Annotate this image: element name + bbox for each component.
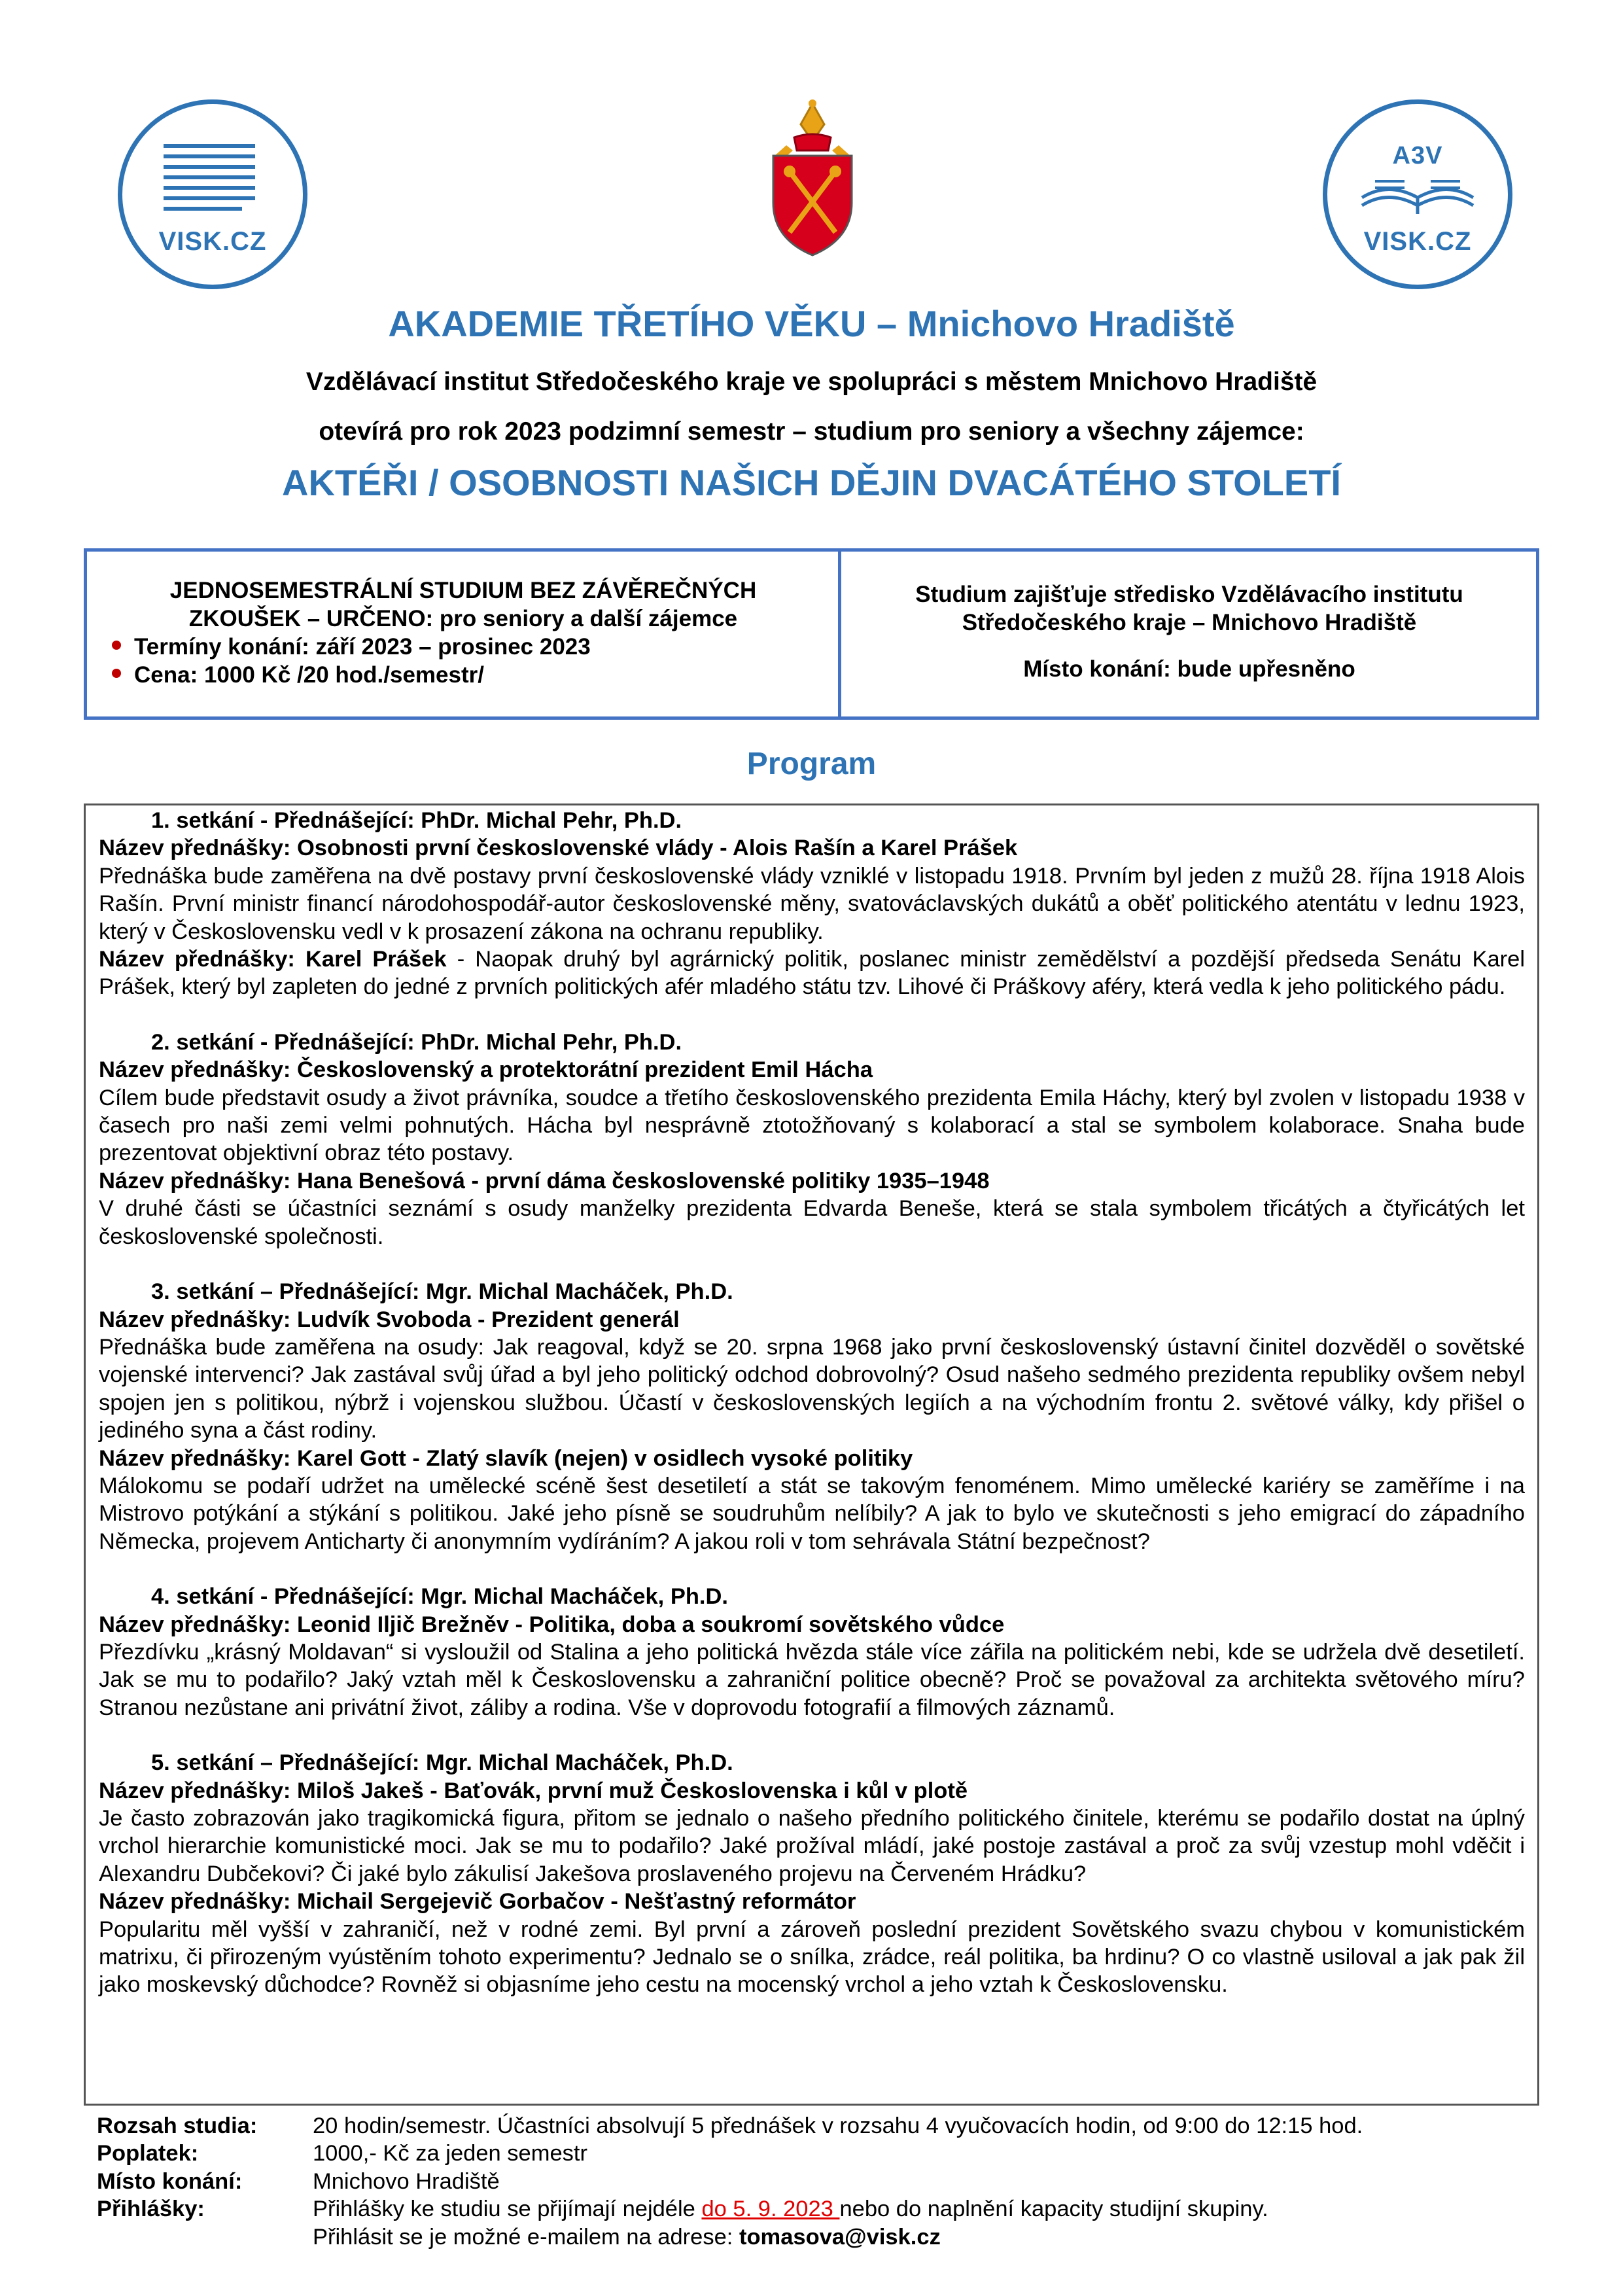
town-crest-icon: [760, 98, 865, 258]
footer-label: Přihlášky:: [97, 2197, 205, 2222]
footer-value: [313, 2223, 1536, 2251]
footer-label: Poplatek:: [97, 2141, 199, 2166]
bullet-item-terms: [100, 633, 826, 661]
lecture-text: Málokomu se podaří udržet na umělecké scéně šest desetiletí a stát se takovým fenoménem. Mimo umělecké kariéry se zaměříme i na Mistrovo potýkání a stýkání s politikou. Jaké jeho písně se soudruhům nelíbily? A jak to bylo ve skutečnosti s jeho emigrací do západního Německa, projevem Anticharty či anonymním vydíráním? A jakou roli v tom sehrávala Státní bezpečnost?: [99, 1473, 1525, 1554]
session-heading: 5. setkání – Přednášející: Mgr. Michal Macháček, Ph.D.: [151, 1750, 733, 1776]
session-heading: 2. setkání - Přednášející: PhDr. Michal Pehr, Ph.D.: [151, 1029, 682, 1055]
footer-value: [313, 2195, 1536, 2223]
program-heading: Program: [746, 747, 877, 781]
lecture-title: Název přednášky: Československý a protektorátní prezident Emil Hácha: [99, 1057, 873, 1083]
lecture-text: Přednáška bude zaměřena na osudy: Jak reagoval, když se 20. srpna 1968 jako první československý ústavní činitel dozvěděl o sovětské vojenské intervenci? Jak zastával svůj úřad a byl jeho politický odchod dobrovolný? Osud našeho sedmého prezidenta republiky ovšem nebyl spojen jen s politikou, nýbrž i vojenskou službou. Účastí v československých legiích a na východním frontu 2. světové války, kdy přišel o jediného syna a část rodiny.: [99, 1334, 1525, 1443]
footer-label: Rozsah studia:: [97, 2113, 258, 2138]
footer-row-poplatek: [97, 2140, 1536, 2167]
lecture-text: Popularitu měl vyšší v zahraničí, než v rodné zemi. Byl první a zároveň poslední prezident Sovětského svazu chybou v komunistickém matrixu, či přirozeným vyústěním tohoto experimentu? Jednalo se o snílka, zrádce, reál politika, ba hrdinu? O co vlastně usiloval a jak pak žil jako moskevský důchodce? Rovněž si objasníme jeho cestu na mocenský vrchol a jeho vztah k Československu.: [99, 1916, 1525, 1998]
footer-value: 1000,- Kč za jeden semestr: [313, 2141, 587, 2166]
info-right-line3: Místo konání: bude upřesněno: [1023, 656, 1355, 682]
bullet-text: Cena: 1000 Kč /20 hod./semestr/: [134, 662, 484, 688]
a3v-logo-right: [1323, 99, 1512, 289]
session-heading: 3. setkání – Přednášející: Mgr. Michal Macháček, Ph.D.: [151, 1279, 733, 1305]
bullet-icon: [112, 669, 121, 678]
lecture-text: V druhé části se účastníci seznámí s osudy manželky prezidenta Edvarda Beneše, která se stala symbolem třicátých a čtyřicátých let československé společnosti.: [99, 1196, 1525, 1249]
document-lines-icon: [118, 99, 307, 289]
lecture-text: Přezdívku „krásný Moldavan“ si vysloužil od Stalina a jeho politická hvězda stále více zářila na politickém nebi, kde se udržela dvě desetiletí. Jak se mu to podařilo? Jaký vztah měl k Československu a zahraniční politice obecně? Proč se považoval za architekta světového míru? Stranou nezůstane ani privátní život, záliby a rodina. Vše v doprovodu fotografií a filmových záznamů.: [99, 1639, 1525, 1720]
visk-logo-left: [118, 99, 307, 289]
deadline-date: do 5. 9. 2023: [701, 2197, 840, 2222]
lecture-title: Název přednášky: Leonid Iljič Brežněv - Politika, doba a soukromí sovětského vůdce: [99, 1612, 1005, 1637]
lecture-title: Název přednášky: Hana Benešová - první dáma československé politiky 1935–1948: [99, 1168, 990, 1193]
info-left-line1: JEDNOSEMESTRÁLNÍ STUDIUM BEZ ZÁVĚREČNÝCH: [169, 578, 757, 603]
lecture-title: Název přednášky: Karel Prášek: [99, 947, 447, 972]
lecture-title: Název přednášky: Ludvík Svoboda - Prezident generál: [99, 1307, 680, 1332]
open-book-icon: [1323, 99, 1512, 289]
a3v-logo-text: VISK.CZ: [1363, 227, 1472, 256]
session-1: [99, 807, 1525, 1001]
info-box: [84, 548, 1539, 720]
session-heading: 1. setkání - Přednášející: PhDr. Michal Pehr, Ph.D.: [151, 808, 682, 833]
page-title: AKADEMIE TŘETÍHO VĚKU – Mnichovo Hradiště: [388, 303, 1235, 344]
program-content: [99, 807, 1525, 1999]
lecture-title: Název přednášky: Karel Gott - Zlatý slavík (nejen) v osidlech vysoké politiky: [99, 1445, 913, 1471]
a3v-logo-label: A3V: [1392, 142, 1443, 169]
footer-row-prihlasky: [97, 2195, 1536, 2223]
prihlasky-text-end: nebo do naplnění kapacity studijní skupiny.: [839, 2197, 1268, 2222]
info-right-line1: Studium zajišťuje středisko Vzdělávacího institutu: [915, 582, 1463, 607]
lecture-text: Cílem bude představit osudy a život právníka, soudce a třetího československého prezidenta Emila Háchy, který byl zvolen v listopadu 1938 v časech pro naši zemi velmi pohnutých. Hácha byl nesprávně ztotožňovaný s kolaborací a stal se symbolem kolaborace. Snaha bude prezentovat objektivní obraz této postavy.: [99, 1085, 1525, 1166]
lecture-text: Je často zobrazován jako tragikomická figura, přitom se jednalo o našeho předního politického činitele, kterému se podařilo dostat na úplný vrchol hierarchie komunistické moci. Jak se mu to podařilo? Jaké prožíval mládí, jaké postoje zastával a proč za svůj vzestup mohl vděčit i Alexandru Dubčekovi? Či jaké bylo zákulisí Jakešova proslaveného projevu na Červeném Hrádku?: [99, 1806, 1525, 1886]
lecture-text: Přednáška bude zaměřena na dvě postavy první československé vlády vzniklé v listopadu 1918. Prvním byl jeden z mužů 28. října 1918 Alois Rašín. První ministr financí národohospodář-autor československé měny, svatováclavských dukátů a oběť politického atentátu v lednu 1923, který v Československu vedl v k prosazení zákona na ochranu republiky.: [99, 863, 1525, 944]
lecture-title: Název přednášky: Miloš Jakeš - Baťovák, první muž Československa i kůl v plotě: [99, 1778, 968, 1803]
session-heading: 4. setkání - Přednášející: Mgr. Michal Macháček, Ph.D.: [151, 1584, 728, 1610]
email-link[interactable]: tomasova@visk.cz: [739, 2224, 941, 2250]
info-right-line2: Středočeského kraje – Mnichovo Hradiště: [962, 610, 1417, 635]
prihlasky-text: Přihlášky ke studiu se přijímají nejdéle: [313, 2197, 702, 2222]
footer-row-email: [97, 2223, 1536, 2251]
bullet-item-price: [100, 661, 826, 689]
info-right: [852, 580, 1526, 683]
subtitle-1: Vzdělávací institut Středočeského kraje ve spolupráci s městem Mnichovo Hradiště: [305, 368, 1318, 396]
bullet-text: Termíny konání: září 2023 – prosinec 2023: [134, 634, 591, 660]
email-label: Přihlásit se je možné e-mailem na adrese:: [313, 2224, 739, 2250]
footer-label: Místo konání:: [97, 2168, 243, 2194]
program-box: [84, 804, 1539, 2106]
footer-value: 20 hodin/semestr. Účastníci absolvují 5 přednášek v rozsahu 4 vyučovacích hodin, od 9:00 do 12:15 hod.: [313, 2113, 1363, 2138]
course-title: AKTÉŘI / OSOBNOSTI NAŠICH DĚJIN DVACÁTÉHO STOLETÍ: [282, 462, 1341, 503]
footer-value: Mnichovo Hradiště: [313, 2168, 500, 2194]
lecture-text: - Naopak druhý byl agrárnický politik, poslanec ministr zemědělství a pozdější předseda Senátu Karel Prášek, který byl zapleten do jedné z prvních politických afér mladého státu tzv. Lihové či Práškovy aféry, která vedla k jeho politického pádu.: [99, 947, 1525, 1000]
session-2: [99, 1029, 1525, 1250]
session-3: [99, 1278, 1525, 1555]
session-5: [99, 1749, 1525, 1999]
info-left: [100, 576, 826, 689]
footer-row-misto: [97, 2168, 1536, 2195]
info-divider: [838, 552, 841, 716]
footer-row-rozsah: [97, 2112, 1536, 2140]
session-4: [99, 1583, 1525, 1722]
lecture-title: Název přednášky: Michail Sergejevič Gorbačov - Nešťastný reformátor: [99, 1889, 856, 1915]
bullet-icon: [112, 641, 121, 650]
lecture-block: [99, 945, 1525, 1001]
info-left-line2: ZKOUŠEK – URČENO: pro seniory a další zájemce: [188, 606, 738, 631]
lecture-title: Název přednášky: Osobnosti první československé vlády - Alois Rašín a Karel Prášek: [99, 836, 1018, 861]
visk-logo-left-text: VISK.CZ: [158, 227, 267, 256]
subtitle-2: otevírá pro rok 2023 podzimní semestr – studium pro seniory a všechny zájemce:: [319, 417, 1304, 446]
footer-info: [97, 2112, 1536, 2251]
